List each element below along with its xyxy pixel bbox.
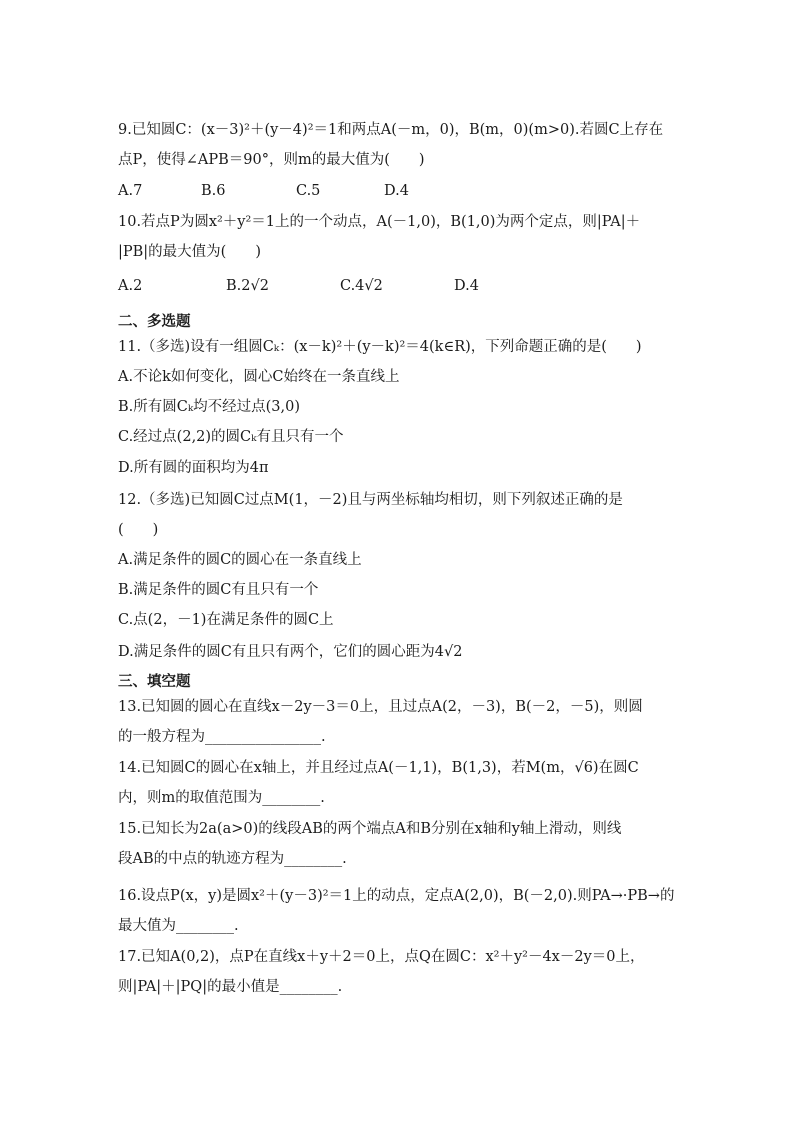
q9-option-b: B.6: [201, 183, 226, 199]
q12-line2: ( ): [118, 522, 159, 538]
q12-option-b: B.满足条件的圆C有且只有一个: [118, 582, 319, 598]
q10-option-d: D.4: [454, 278, 479, 294]
q9-options: [118, 181, 409, 201]
section-heading-fill-blank: 三、填空题: [118, 674, 191, 690]
q17-line2: 则|PA|＋|PQ|的最小值是________.: [118, 979, 343, 995]
q16-line2: 最大值为________.: [118, 918, 239, 934]
q9-option-c: C.5: [296, 183, 321, 199]
q10-option-b: B.2√2: [226, 278, 269, 294]
q11-option-d: D.所有圆的面积均为4π: [118, 460, 269, 476]
q13-line1: 13.已知圆的圆心在直线x－2y－3＝0上，且过点A(2，－3)，B(－2，－5)，则圆: [118, 699, 643, 715]
q12-option-a: A.满足条件的圆C的圆心在一条直线上: [118, 552, 362, 568]
q9-option-d: D.4: [384, 183, 409, 199]
q10-options: [118, 276, 479, 296]
q9-line2: 点P，使得∠APB＝90°，则m的最大值为( ): [118, 152, 425, 168]
q15-line2: 段AB的中点的轨迹方程为________.: [118, 851, 347, 867]
q11-stem: 11.（多选)设有一组圆Cₖ：(x－k)²＋(y－k)²＝4(k∈R)，下列命题正确的是( ): [118, 339, 642, 355]
q16-line1: 16.设点P(x，y)是圆x²＋(y－3)²＝1上的动点，定点A(2,0)，B(－2,0).则PA→·PB→的: [118, 888, 675, 904]
q10-line1: 10.若点P为圆x²＋y²＝1上的一个动点，A(－1,0)，B(1,0)为两个定点，则|PA|＋: [118, 214, 641, 230]
q12-line1: 12.（多选)已知圆C过点M(1，－2)且与两坐标轴均相切，则下列叙述正确的是: [118, 492, 623, 508]
q12-option-c: C.点(2，－1)在满足条件的圆C上: [118, 612, 334, 628]
q10-option-a: A.2: [118, 278, 143, 294]
q17-line1: 17.已知A(0,2)，点P在直线x＋y＋2＝0上，点Q在圆C：x²＋y²－4x－2y＝0上，: [118, 949, 645, 965]
q11-option-c: C.经过点(2,2)的圆Cₖ有且只有一个: [118, 429, 344, 445]
q9-option-a: A.7: [118, 183, 143, 199]
section-heading-multi-choice: 二、多选题: [118, 314, 191, 330]
q14-line2: 内，则m的取值范围为________.: [118, 790, 325, 806]
q14-line1: 14.已知圆C的圆心在x轴上，并且经过点A(－1,1)，B(1,3)，若M(m，√6)在圆C: [118, 760, 639, 776]
q12-option-d: D.满足条件的圆C有且只有两个，它们的圆心距为4√2: [118, 644, 463, 660]
q13-line2: 的一般方程为________________.: [118, 729, 326, 745]
q15-line1: 15.已知长为2a(a>0)的线段AB的两个端点A和B分别在x轴和y轴上滑动，则线: [118, 821, 622, 837]
q10-line2: |PB|的最大值为( ): [118, 244, 261, 260]
q11-option-b: B.所有圆Cₖ均不经过点(3,0): [118, 399, 301, 415]
q11-option-a: A.不论k如何变化，圆心C始终在一条直线上: [118, 369, 400, 385]
q10-option-c: C.4√2: [340, 278, 383, 294]
q9-line1: 9.已知圆C：(x－3)²＋(y－4)²＝1和两点A(－m，0)，B(m，0)(m>0).若圆C上存在: [118, 122, 664, 138]
